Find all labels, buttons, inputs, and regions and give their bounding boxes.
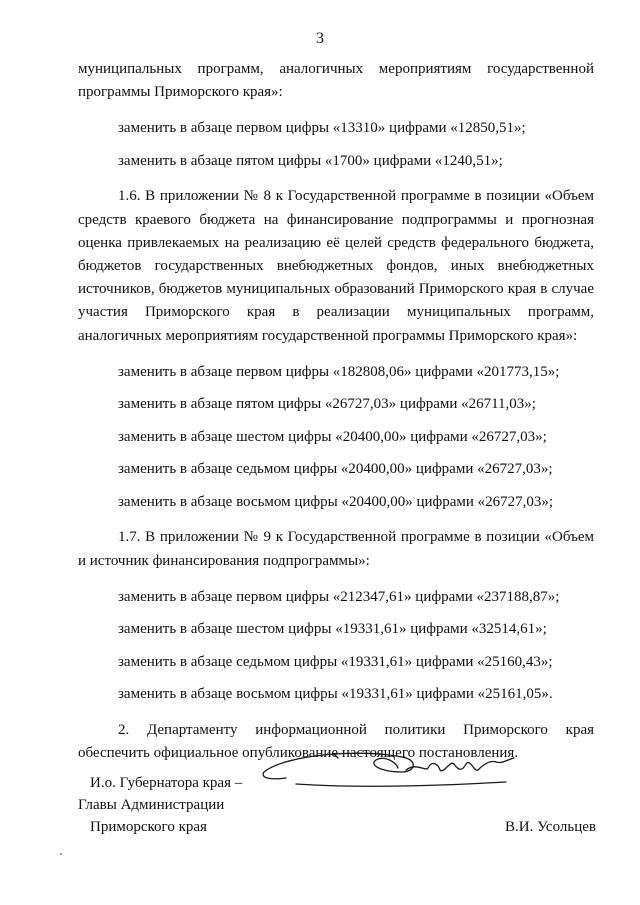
scan-speck [60, 853, 62, 855]
signatory-title-line-3: Приморского края [90, 819, 207, 835]
replacement-line: заменить в абзаце шестом цифры «20400,00» цифрами «26727,03»; [118, 428, 547, 445]
signatory-title-line-2: Главы Администрации [78, 797, 225, 813]
replacement-line: заменить в абзаце восьмом цифры «19331,61» цифрами «25161,05». [118, 686, 553, 703]
signatory-name: В.И. Усольцев [505, 819, 596, 835]
item-1-6-paragraph: 1.6. В приложении № 8 к Государственной программе в позиции «Объем средств краевого бюджета на финансирование подпрограммы и прогнозная оценка привлекаемых на реализацию её целей средств федерального бюджета, бюджетов государственных внебюджетных фондов, иных внебюджетных источников, бюджетов муниципальных образований Приморского края в случае участия Приморского края в реализации муниципальных программ, аналогичных мероприятиям государственной программы Приморского края»: [78, 188, 594, 344]
replacement-line: заменить в абзаце пятом цифры «26727,03» цифрами «26711,03»; [118, 396, 536, 413]
handwritten-signature [256, 750, 556, 810]
replacement-line: заменить в абзаце первом цифры «13310» цифрами «12850,51»; [118, 120, 526, 137]
page-number: 3 [316, 30, 324, 47]
replacement-line: заменить в абзаце шестом цифры «19331,61» цифрами «32514,61»; [118, 621, 547, 638]
replacement-line: заменить в абзаце первом цифры «212347,61» цифрами «237188,87»; [118, 588, 560, 605]
item-1-7-paragraph: 1.7. В приложении № 9 к Государственной программе в позиции «Объем и источник финансирования подпрограммы»: [78, 529, 594, 569]
signatory-title-line-1: И.о. Губернатора края – [90, 775, 243, 791]
item-2-paragraph: 2. Департаменту информационной политики Приморского края обеспечить официальное опубликование настоящего постановления. [78, 721, 594, 761]
replacement-line: заменить в абзаце пятом цифры «1700» цифрами «1240,51»; [118, 152, 503, 169]
replacement-line: заменить в абзаце восьмом цифры «20400,00» цифрами «26727,03»; [118, 493, 554, 510]
replacement-line: заменить в абзаце седьмом цифры «19331,61» цифрами «25160,43»; [118, 653, 553, 670]
replacement-line: заменить в абзаце седьмом цифры «20400,00» цифрами «26727,03»; [118, 461, 553, 478]
replacement-line: заменить в абзаце первом цифры «182808,06» цифрами «201773,15»; [118, 363, 560, 380]
document-body [78, 58, 594, 765]
signature-block [78, 772, 598, 842]
intro-paragraph: муниципальных программ, аналогичных мероприятиям государственной программы Приморского края»: [78, 61, 594, 101]
